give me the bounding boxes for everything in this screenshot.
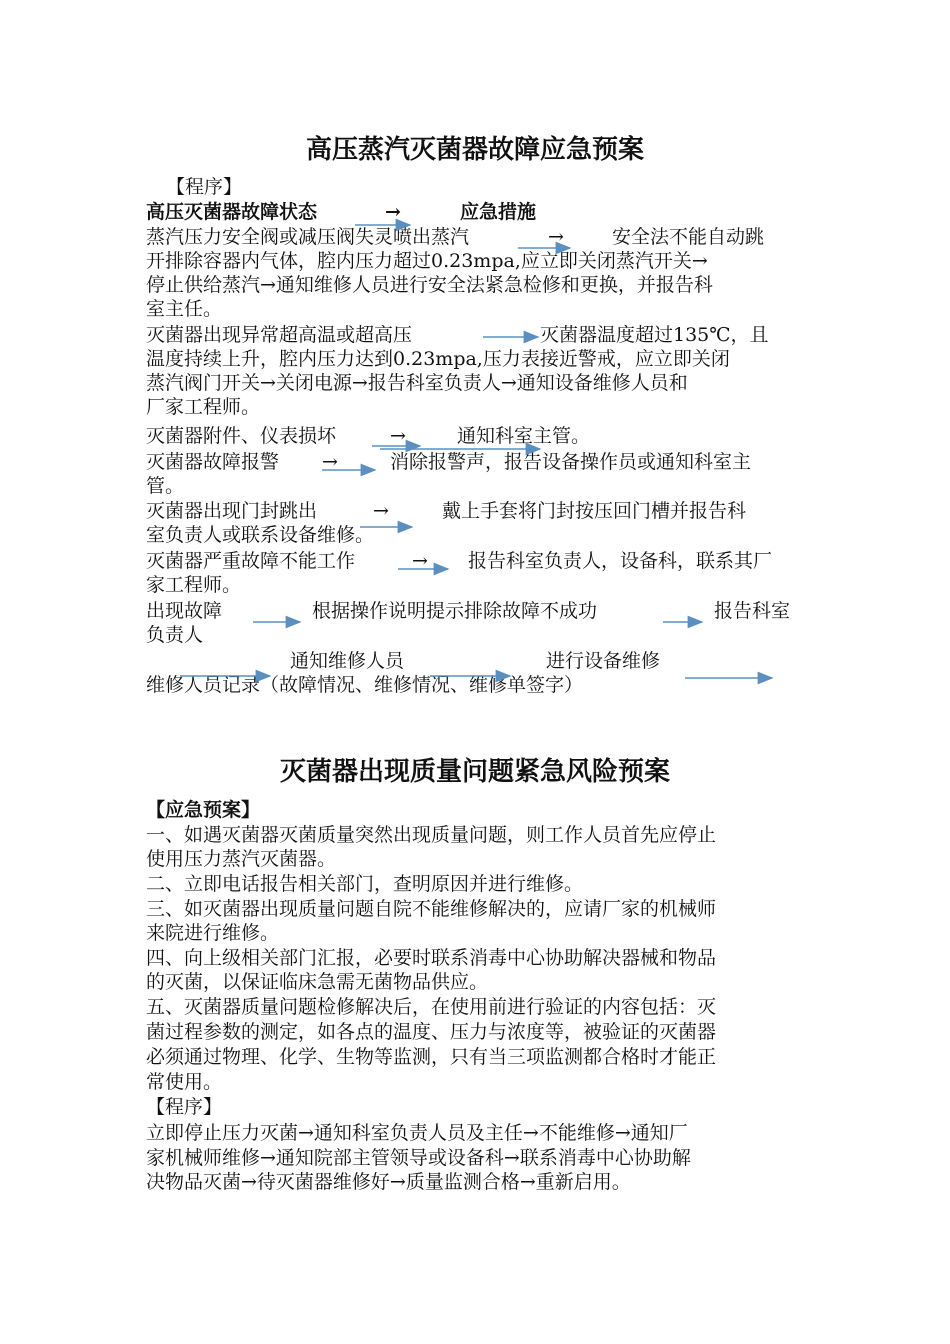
doc1-row6-cause: 灭菌器严重故障不能工作	[146, 550, 356, 572]
doc2-program-line: 决物品灭菌→待灭菌器维修好→质量监测合格→重新启用。	[146, 1171, 631, 1193]
doc2-plan-line: 来院进行维修。	[146, 922, 280, 944]
flow-step-repair: 进行设备维修	[546, 650, 661, 672]
doc1-row4-arrow-icon: →	[322, 451, 338, 473]
doc1-row6-action: 报告科室负责人，设备科，联系其厂	[468, 550, 773, 572]
doc2-plan-line: 常使用。	[146, 1071, 223, 1093]
doc2-plan-line: 三、如灭菌器出现质量问题自院不能维修解决的，应请厂家的机械师	[146, 898, 717, 920]
flow-step-report: 报告科室	[714, 600, 791, 622]
doc2-program-line: 家机械师维修→通知院部主管领导或设备科→联系消毒中心协助解	[146, 1147, 691, 1169]
doc1-row5-arrow-icon: →	[373, 500, 389, 522]
flow-step-fault: 出现故障	[146, 600, 223, 622]
doc1-row1-line2: 开排除容器内气体，腔内压力超过0.23mpa,应立即关闭蒸汽开关→	[146, 250, 708, 272]
doc1-row5-action: 戴上手套将门封按压回门槽并报告科	[442, 500, 747, 522]
doc1-row3-action: 通知科室主管。	[457, 425, 591, 447]
flow-step-troubleshoot: 根据操作说明提示排除故障不成功	[312, 600, 598, 622]
doc1-row5-line2: 室负责人或联系设备维修。	[146, 524, 375, 546]
doc2-plan-label: 【应急预案】	[146, 799, 261, 821]
doc1-row3-arrow-icon: →	[390, 425, 406, 447]
doc1-row1-cause: 蒸汽压力安全阀或减压阀失灵喷出蒸汽	[146, 226, 470, 248]
doc1-header-right: 应急措施	[460, 201, 537, 223]
doc2-program-label: 【程序】	[146, 1096, 223, 1118]
doc1-row3-cause: 灭菌器附件、仪表损坏	[146, 425, 337, 447]
doc2-plan-line: 菌过程参数的测定，如各点的温度、压力与浓度等，被验证的灭菌器	[146, 1021, 717, 1043]
doc1-program-label: 【程序】	[166, 176, 243, 198]
doc2-plan-line: 五、灭菌器质量问题检修解决后，在使用前进行验证的内容包括：灭	[146, 996, 717, 1018]
doc2-plan-line: 的灭菌，以保证临床急需无菌物品供应。	[146, 971, 489, 993]
doc1-row2-line2: 温度持续上升，腔内压力达到0.23mpa,压力表接近警戒，应立即关闭	[146, 348, 730, 370]
doc1-row1-line3: 停止供给蒸汽→通知维修人员进行安全法紧急检修和更换，并报告科	[146, 274, 713, 296]
doc1-row6-line2: 家工程师。	[146, 574, 242, 596]
doc1-row2-line4: 厂家工程师。	[146, 396, 261, 418]
doc1-row4-cause: 灭菌器故障报警	[146, 451, 280, 473]
doc2-plan-line: 二、立即电话报告相关部门，查明原因并进行维修。	[146, 873, 584, 895]
doc1-row2-line3: 蒸汽阀门开关→关闭电源→报告科室负责人→通知设备维修人员和	[146, 372, 688, 394]
doc1-row4-line2: 管。	[146, 475, 185, 497]
doc1-row6-arrow-icon: →	[412, 550, 428, 572]
doc2-title: 灭菌器出现质量问题紧急风险预案	[279, 757, 670, 787]
doc2-plan-line: 一、如遇灭菌器灭菌质量突然出现质量问题，则工作人员首先应停止	[146, 824, 717, 846]
doc1-header-arrow-icon: →	[385, 201, 401, 223]
doc1-row1-arrow-icon: →	[548, 226, 564, 248]
doc1-title: 高压蒸汽灭菌器故障应急预案	[305, 135, 644, 165]
doc2-program-line: 立即停止压力灭菌→通知科室负责人员及主任→不能维修→通知厂	[146, 1122, 688, 1144]
doc1-row1-line4: 室主任。	[146, 298, 223, 320]
flow-step-report-line2: 负责人	[146, 624, 204, 646]
flow-step-notify-repair: 通知维修人员	[290, 650, 405, 672]
doc2-plan-line: 使用压力蒸汽灭菌器。	[146, 848, 337, 870]
doc1-row1-action: 安全法不能自动跳	[612, 226, 765, 248]
flow-step-record: 维修人员记录（故障情况、维修情况、维修单签字）	[146, 674, 584, 696]
doc1-row5-cause: 灭菌器出现门封跳出	[146, 500, 318, 522]
doc1-row4-action: 消除报警声，报告设备操作员或通知科室主	[390, 451, 752, 473]
doc1-row2-action: 灭菌器温度超过135℃，且	[540, 324, 769, 346]
doc1-row2-cause: 灭菌器出现异常超高温或超高压	[146, 324, 413, 346]
doc2-plan-line: 必须通过物理、化学、生物等监测，只有当三项监测都合格时才能正	[146, 1046, 717, 1068]
doc2-plan-line: 四、向上级相关部门汇报，必要时联系消毒中心协助解决器械和物品	[146, 947, 717, 969]
doc1-header-left: 高压灭菌器故障状态	[146, 201, 318, 223]
